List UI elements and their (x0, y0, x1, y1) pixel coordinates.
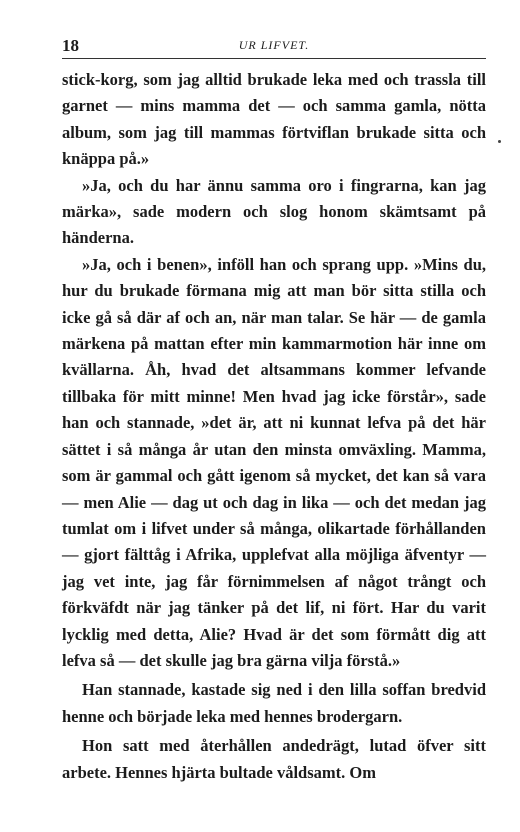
paragraph-3: »Ja, och i benen», inföll han och sprang upp. »Mins du, hur du brukade förmana mig att man bör sitta stilla och icke gå så där af och an, när man talar. Se här — de gamla märkena på mattan efter min kammarmotion här inne om kvällarna. Åh, hvad det altsammans kommer lefvande tillbaka för mitt minne! Men hvad jag icke förstår», sade han och stannade, »det är, att ni kunnat lefva på det här sättet i så många år utan den minsta omväxling. Mamma, som är gammal och gått igenom så mycket, det kan så vara — men Alie — dag ut och dag in lika — och det medan jag tumlat om i lifvet under så många, olikartade förhållanden — gjort fälttåg i Afrika, upplefvat alla möjliga äfventyr — jag vet inte, jag får förnimmelsen af något trångt och förkväfdt när jag tänker på det lif, ni fört. Har du varit lycklig med detta, Alie? Hvad är det som förmått dig att lefva så — det skulle jag bra gärna vilja förstå.» (62, 254, 486, 670)
running-title: UR LIFVET. (238, 38, 310, 52)
paragraph-2: »Ja, och du har ännu samma oro i fingrarna, kan jag märka», sade modern och slog honom skämtsamt på händerna. (62, 175, 486, 248)
page-number: 18 (62, 36, 79, 55)
stray-ink-dot (498, 140, 501, 143)
paragraph-4: Han stannade, kastade sig ned i den lilla soffan bredvid henne och började leka med hennes brodergarn. (62, 680, 486, 726)
book-page (62, 36, 486, 786)
paragraph-5: Hon satt med återhållen andedrägt, lutad öfver sitt arbete. Hennes hjärta bultade våldsamt. Om (62, 736, 486, 782)
paragraph-1: stick-korg, som jag alltid brukade leka med och trassla till garnet — mins mamma det — och samma gamla, nötta album, som jag till mammas förtviflan brukade sitta och knäppa på.» (62, 70, 486, 169)
running-header (62, 36, 486, 59)
